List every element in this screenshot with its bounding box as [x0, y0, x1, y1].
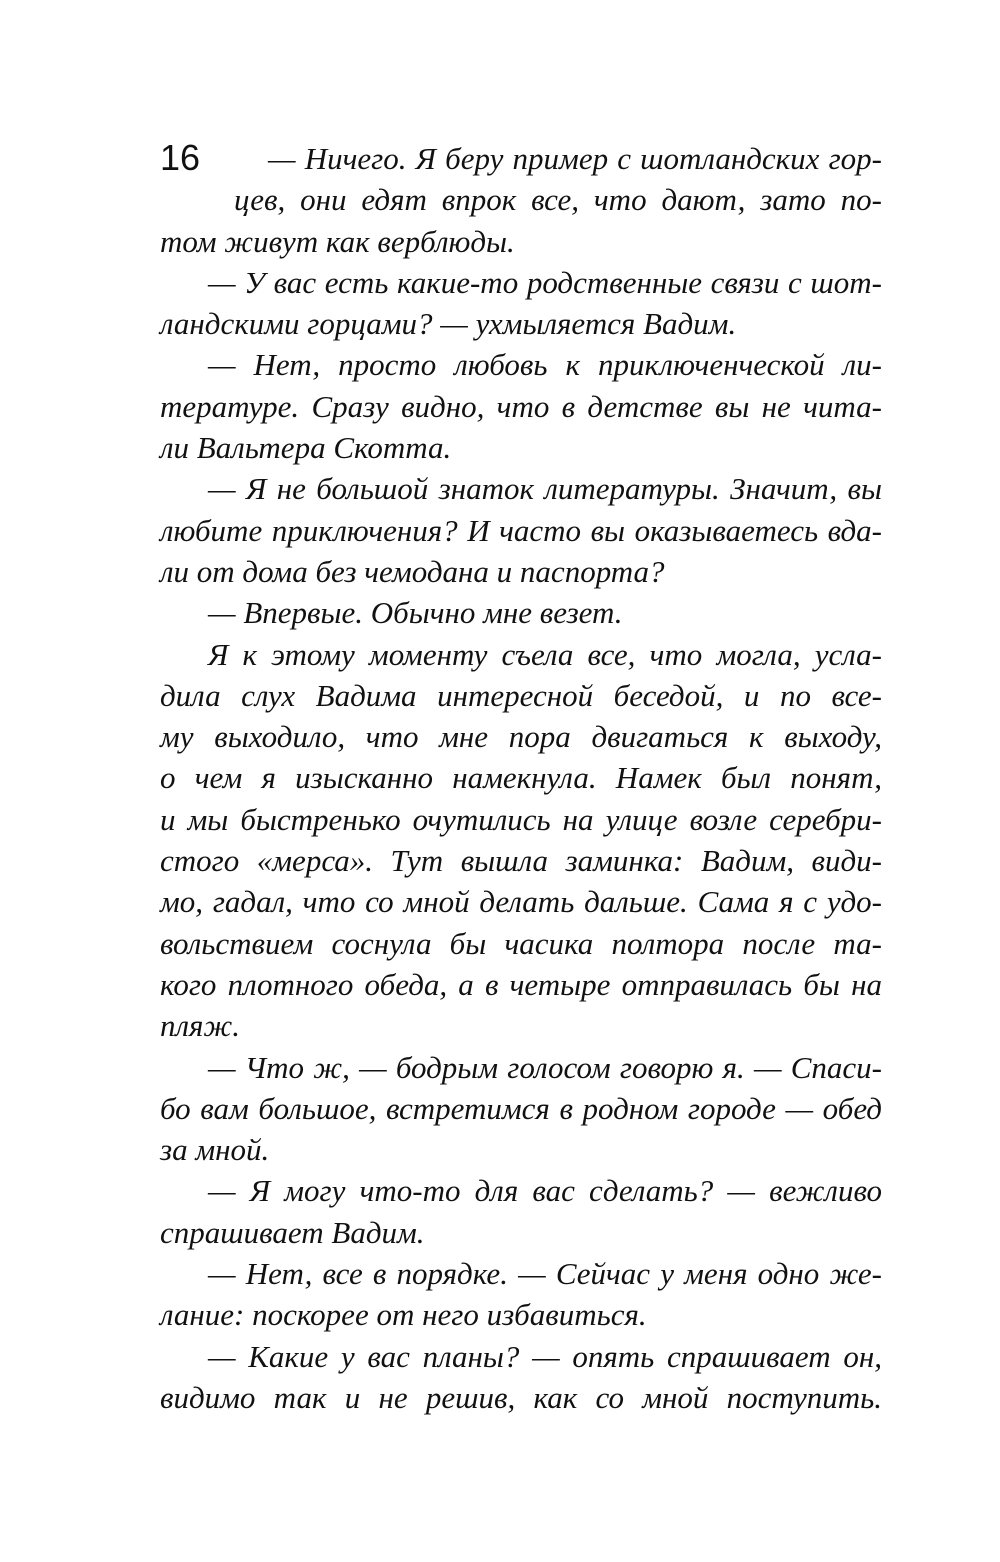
text-line: — У вас есть какие-то родственные связи с шот- — [208, 264, 882, 300]
text-line: — Какие у вас планы? — опять спрашивает он, — [208, 1338, 882, 1374]
text-line: ли Вальтера Скотта. — [160, 430, 452, 466]
text-line: за мной. — [160, 1132, 270, 1168]
text-line: любите приключения? И часто вы оказываетесь вда- — [160, 512, 882, 548]
text-line: дила слух Вадима интересной беседой, и по все- — [160, 677, 882, 713]
text-line: стого «мерса». Тут вышла заминка: Вадим, види- — [160, 843, 882, 879]
text-line: ли от дома без чемодана и паспорта? — [160, 553, 665, 589]
body-text — [160, 138, 882, 1418]
text-line: о чем я изысканно намекнула. Намек был понят, — [160, 760, 882, 796]
text-line: — Я не большой знаток литературы. Значит, вы — [208, 471, 882, 507]
text-line: спрашивает Вадим. — [160, 1214, 425, 1250]
text-line: му выходило, что мне пора двигаться к выходу, — [160, 719, 882, 755]
text-line: пляж. — [160, 1008, 241, 1044]
text-line: Я к этому моменту съела все, что могла, усла- — [208, 636, 882, 672]
text-line: — Нет, все в порядке. — Сейчас у меня одно же- — [208, 1256, 882, 1292]
page-number: 16 — [160, 137, 201, 178]
text-line: — Я могу что-то для вас сделать? — вежливо — [208, 1173, 882, 1209]
text-line: тературе. Сразу видно, что в детстве вы не чита- — [160, 388, 882, 424]
text-line: — Нет, просто любовь к приключенческой ли- — [208, 347, 882, 383]
text-line: ландскими горцами? — ухмыляется Вадим. — [160, 306, 737, 342]
text-line: и мы быстренько очутились на улице возле серебри- — [160, 801, 882, 837]
text-line: — Что ж, — бодрым голосом говорю я. — Спаси- — [208, 1049, 882, 1085]
text-line: — Ничего. Я беру пример с шотландских гор- — [268, 141, 882, 176]
text-line: бо вам большое, встретимся в родном городе — обед — [160, 1090, 882, 1126]
text-line: вольствием соснула бы часика полтора после та- — [160, 925, 882, 961]
text-line: лание: поскорее от него избавиться. — [160, 1297, 647, 1333]
text-line: видимо так и не решив, как со мной поступить. — [160, 1379, 882, 1415]
text-line: — Впервые. Обычно мне везет. — [208, 595, 623, 631]
text-line: кого плотного обеда, а в четыре отправилась бы на — [160, 966, 882, 1002]
text-line: цев, они едят впрок все, что дают, зато по- — [234, 182, 882, 218]
text-line: мо, гадал, что со мной делать дальше. Сама я с удо- — [160, 884, 882, 920]
text-line: том живут как верблюды. — [160, 223, 515, 259]
